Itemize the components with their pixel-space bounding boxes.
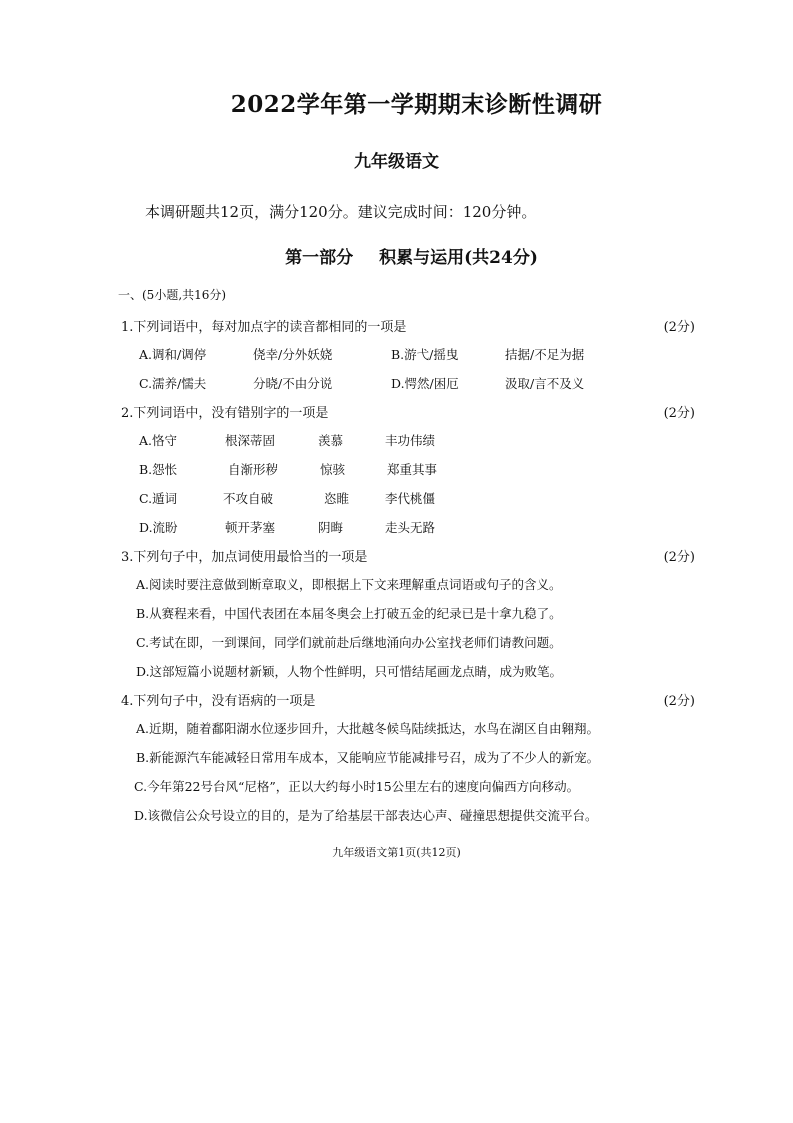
question-1-score: (2分) [663,320,695,335]
q1-option-b-2: 拮据/不足为据 [505,347,585,362]
q2-option-b-2: 自渐形秽 [228,462,279,477]
q1-option-d-2: 汲取/言不及义 [505,376,585,391]
q2-option-d-3: 阴晦 [318,520,344,535]
q2-option-d-1: D.流盼 [139,520,178,535]
q3-option-d: D.这部短篇小说题材新颖，人物个性鲜明，只可惜结尾画龙点睛，成为败笔。 [136,664,563,679]
q1-option-c-1: C.濡养/懦夫 [139,376,207,391]
page-footer: 九年级语文第1页(共12页) [332,846,461,859]
q2-option-c-4: 李代桃僵 [385,491,436,506]
q1-option-a-1: A.调和/调停 [139,347,207,362]
part-heading [0,243,793,268]
question-3-score: (2分) [663,550,695,565]
q4-option-a: A.近期，随着鄱阳湖水位逐步回升，大批越冬候鸟陆续抵达，水鸟在湖区自由翱翔。 [136,721,600,736]
q2-option-d-2: 顿开茅塞 [225,520,276,535]
question-2-score: (2分) [663,406,695,421]
q1-option-b-1: B.游弋/摇曳 [391,347,459,362]
q2-option-b-4: 郑重其事 [387,462,438,477]
q1-option-a-2: 侥幸/分外妖娆 [253,347,333,362]
q2-option-a-2: 根深蒂固 [225,433,276,448]
q2-option-a-3: 羡慕 [318,433,344,448]
question-4-stem: 4.下列句子中，没有语病的一项是 [121,694,316,709]
q2-option-d-4: 走头无路 [385,520,436,535]
q4-option-c: C.今年第22号台风“尼格”，正以大约每小时15公里左右的速度向偏西方向移动。 [134,779,580,794]
section-heading: 一、(5小题,共16分) [118,288,227,302]
document-subtitle: 九年级语文 [354,152,439,172]
q2-option-c-3: 恣睢 [324,491,350,506]
q3-option-b: B.从赛程来看，中国代表团在本届冬奥会上打破五金的纪录已是十拿九稳了。 [136,606,562,621]
question-3-stem: 3.下列句子中，加点词使用最恰当的一项是 [121,550,368,565]
q2-option-c-1: C.遁词 [139,491,178,506]
q4-option-d: D.该微信公众号设立的目的，是为了给基层干部表达心声、碰撞思想提供交流平台。 [134,808,598,823]
q2-option-b-3: 惊骇 [320,462,346,477]
part-name: 第一部分 [285,248,354,268]
question-4-score: (2分) [663,694,695,709]
question-2-stem: 2.下列词语中，没有错别字的一项是 [121,406,329,421]
q1-option-c-2: 分晓/不由分说 [253,376,333,391]
exam-intro: 本调研题共12页，满分120分。建议完成时间：120分钟。 [145,203,537,221]
q2-option-c-2: 不攻自破 [223,491,274,506]
question-1-stem: 1.下列词语中，每对加点字的读音都相同的一项是 [121,320,407,335]
document-title: 2022学年第一学期期末诊断性调研 [230,91,603,118]
q1-option-d-1: D.愕然/困厄 [391,376,459,391]
q4-option-b: B.新能源汽车能减轻日常用车成本，又能响应节能减排号召，成为了不少人的新宠。 [136,750,600,765]
q3-option-a: A.阅读时要注意做到断章取义，即根据上下文来理解重点词语或句子的含义。 [136,577,562,592]
q3-option-c: C.考试在即，一到课间，同学们就前赴后继地涌向办公室找老师们请教问题。 [136,635,562,650]
q2-option-b-1: B.怨怅 [139,462,178,477]
q2-option-a-1: A.恪守 [139,433,178,448]
part-topic: 积累与运用(共24分) [379,248,538,268]
q2-option-a-4: 丰功伟绩 [385,433,436,448]
